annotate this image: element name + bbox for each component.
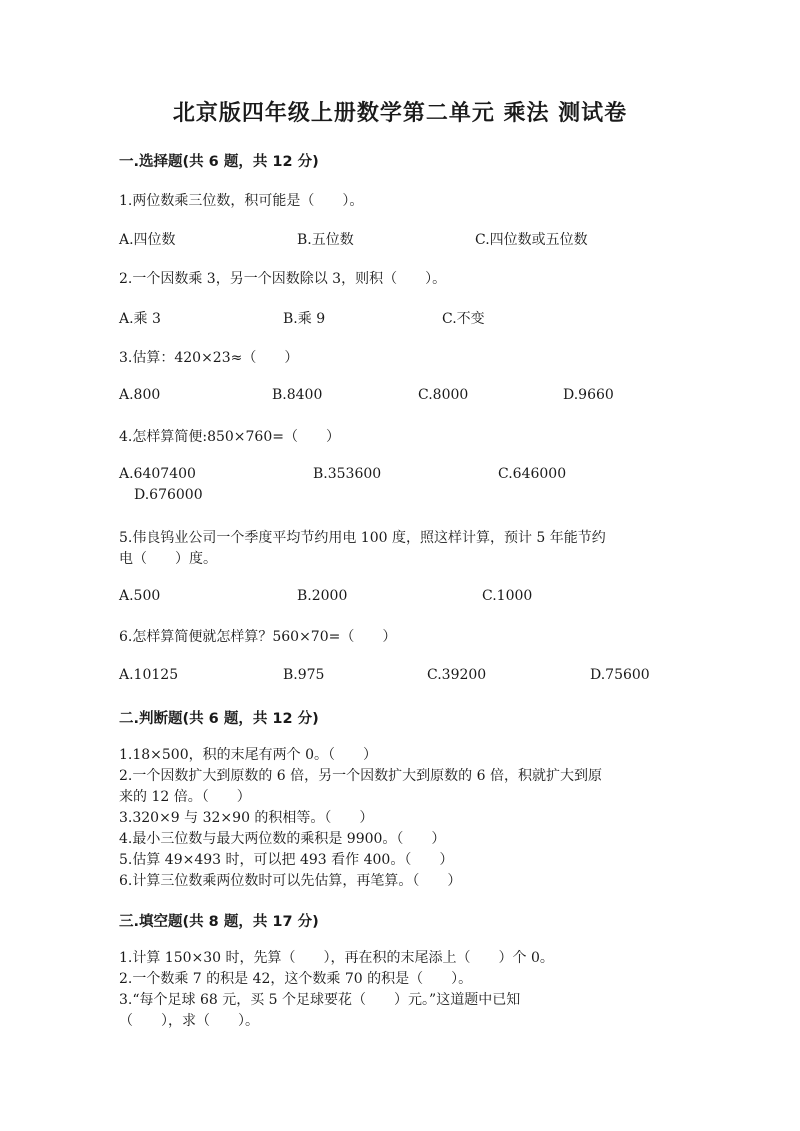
option-a: A.10125 — [119, 667, 179, 683]
list-item: 4.最小三位数与最大两位数的乘积是 9900。（ ） — [119, 831, 446, 847]
option-c: C.四位数或五位数 — [475, 232, 588, 248]
question-5-cont: 电（ ）度。 — [119, 551, 217, 567]
question-4: 4.怎样算简便:850×760=（ ） — [119, 429, 340, 445]
question-1: 1.两位数乘三位数，积可能是（ ）。 — [119, 193, 364, 209]
list-item: 3.“每个足球 68 元，买 5 个足球要花（ ）元。”这道题中已知 — [119, 992, 521, 1008]
question-3: 3.估算：420×23≈（ ） — [119, 350, 299, 366]
list-item: 6.计算三位数乘两位数时可以先估算，再笔算。（ ） — [119, 873, 462, 889]
list-item: 2.一个因数扩大到原数的 6 倍，另一个因数扩大到原数的 6 倍，积就扩大到原 — [119, 768, 602, 784]
option-c: C.不变 — [442, 311, 485, 327]
list-item: （ ），求（ ）。 — [119, 1013, 259, 1029]
list-item: 1.18×500，积的末尾有两个 0。（ ） — [119, 747, 377, 763]
question-2: 2.一个因数乘 3，另一个因数除以 3，则积（ ）。 — [119, 271, 447, 287]
option-a: A.6407400 — [119, 466, 196, 482]
fill-in-list — [119, 948, 679, 1032]
option-c: C.1000 — [482, 588, 533, 604]
list-item: 1.计算 150×30 时，先算（ ），再在积的末尾添上（ ）个 0。 — [119, 950, 554, 966]
page-title: 北京版四年级上册数学第二单元 乘法 测试卷 — [172, 101, 628, 126]
option-c: C.646000 — [498, 466, 567, 482]
option-a: A.四位数 — [119, 232, 176, 248]
section-heading-choice: 一.选择题(共 6 题，共 12 分) — [119, 154, 319, 170]
option-a: A.500 — [119, 588, 161, 604]
question-6: 6.怎样算简便就怎样算？560×70=（ ） — [119, 629, 397, 645]
option-a: A.800 — [119, 387, 161, 403]
section-heading-fill-in: 三.填空题(共 8 题，共 17 分) — [119, 914, 319, 930]
option-a: A.乘 3 — [119, 311, 161, 327]
list-item: 3.320×9 与 32×90 的积相等。（ ） — [119, 810, 374, 826]
option-b: B.8400 — [272, 387, 323, 403]
question-5: 5.伟良钨业公司一个季度平均节约用电 100 度，照这样计算，预计 5 年能节约 — [119, 530, 606, 546]
option-c: C.39200 — [427, 667, 487, 683]
option-b: B.353600 — [313, 466, 382, 482]
judgement-list — [119, 745, 679, 892]
option-b: B.五位数 — [297, 232, 354, 248]
option-b: B.975 — [283, 667, 325, 683]
section-heading-judgement: 二.判断题(共 6 题，共 12 分) — [119, 711, 319, 727]
option-d: D.676000 — [134, 487, 203, 503]
option-d: D.9660 — [563, 387, 614, 403]
option-b: B.2000 — [297, 588, 348, 604]
option-c: C.8000 — [418, 387, 469, 403]
list-item: 来的 12 倍。（ ） — [119, 789, 251, 805]
option-b: B.乘 9 — [283, 311, 326, 327]
option-d: D.75600 — [590, 667, 650, 683]
list-item: 5.估算 49×493 时，可以把 493 看作 400。（ ） — [119, 852, 454, 868]
list-item: 2.一个数乘 7 的积是 42，这个数乘 70 的积是（ ）。 — [119, 971, 473, 987]
